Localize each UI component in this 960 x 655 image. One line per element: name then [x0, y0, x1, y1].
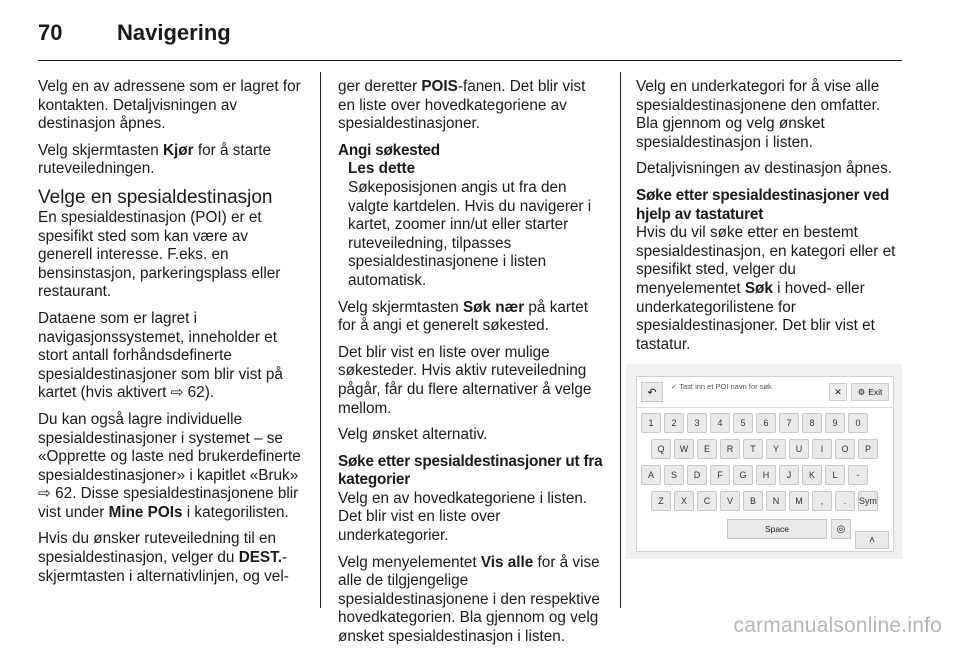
- key[interactable]: J: [779, 465, 799, 485]
- key[interactable]: L: [825, 465, 845, 485]
- key[interactable]: 8: [802, 413, 822, 433]
- paragraph: Hvis du vil søke etter en bestemt spesialdestinasjon, en kategori eller et spesifikt sted, velger du menyelementet Søk i hoved- eller underkategorilistene for spesialdestinasjoner. Det blir vist et tastatur.: [636, 224, 896, 353]
- key[interactable]: V: [720, 491, 740, 511]
- key[interactable]: ,: [812, 491, 832, 511]
- subheading: Søke etter spesialdestinasjoner ut fra kategorier: [338, 452, 603, 489]
- keyboard-top-bar: [637, 377, 893, 408]
- keyboard-row-3: [641, 465, 868, 485]
- paragraph: Velg skjermtasten Kjør for å starte ruteveiledningen.: [38, 141, 271, 178]
- key[interactable]: H: [756, 465, 776, 485]
- key[interactable]: 7: [779, 413, 799, 433]
- clear-button[interactable]: [829, 383, 847, 401]
- keyboard-screen: [636, 376, 894, 552]
- key[interactable]: 5: [733, 413, 753, 433]
- key[interactable]: W: [674, 439, 694, 459]
- back-arrow-icon: ↶: [647, 386, 657, 399]
- paragraph: Velg skjermtasten Søk nær på kartet for å angi et generelt søkested.: [338, 298, 588, 335]
- section-heading: Velge en spesialdestinasjon: [38, 186, 273, 208]
- paragraph: ger deretter POIS-fanen. Det blir vist en liste over hovedkategoriene av spesialdestinasjoner.: [338, 78, 586, 133]
- paragraph: Velg en av hovedkategoriene i listen. Det blir vist en liste over underkategorier.: [338, 489, 588, 545]
- keyboard-row-4: [651, 491, 878, 511]
- header-rule: [38, 60, 902, 61]
- key[interactable]: N: [766, 491, 786, 511]
- hide-keyboard-button[interactable]: [855, 531, 889, 549]
- key[interactable]: S: [664, 465, 684, 485]
- subheading: Angi søkested: [338, 141, 440, 159]
- back-button[interactable]: [641, 382, 663, 402]
- key[interactable]: E: [697, 439, 717, 459]
- key[interactable]: R: [720, 439, 740, 459]
- key[interactable]: P: [858, 439, 878, 459]
- paragraph: Detaljvisningen av destinasjon åpnes.: [636, 160, 892, 178]
- key[interactable]: 6: [756, 413, 776, 433]
- key[interactable]: 9: [825, 413, 845, 433]
- paragraph: Velg en av adressene som er lagret for kontakten. Detaljvisningen av destinasjon åpnes.: [38, 78, 301, 133]
- key[interactable]: U: [789, 439, 809, 459]
- key[interactable]: 2: [664, 413, 684, 433]
- globe-icon[interactable]: ◎: [831, 519, 851, 539]
- note-text: Søkeposisjonen angis ut fra den valgte kartdelen. Hvis du navigerer i kartet, zoomer inn/ut eller starter ruteveiledning, tilpasses spesialdestinasjonene i listen automatisk.: [348, 178, 592, 289]
- key[interactable]: -: [848, 465, 868, 485]
- exit-button[interactable]: ⚙ Exit: [851, 383, 889, 401]
- keyboard-row-2: [651, 439, 878, 459]
- keyboard-screenshot: [626, 364, 902, 559]
- key[interactable]: M: [789, 491, 809, 511]
- column-3: [636, 78, 904, 362]
- key[interactable]: K: [802, 465, 822, 485]
- column-1: [38, 78, 306, 594]
- column-divider-2: [620, 72, 621, 608]
- key[interactable]: Q: [651, 439, 671, 459]
- key[interactable]: G: [733, 465, 753, 485]
- key[interactable]: .: [835, 491, 855, 511]
- key[interactable]: A: [641, 465, 661, 485]
- key[interactable]: Sym: [858, 491, 878, 511]
- key[interactable]: B: [743, 491, 763, 511]
- key[interactable]: 4: [710, 413, 730, 433]
- key[interactable]: F: [710, 465, 730, 485]
- note-box: [348, 160, 604, 290]
- paragraph: Dataene som er lagret i navigasjonssystemet, inneholder et stort antall forhåndsdefinerte spesialdestinasjoner som blir vist på kartet (hvis aktivert ⇨ 62).: [38, 309, 283, 402]
- subheading: Søke etter spesialdestinasjoner ved hjelp av tastaturet: [636, 186, 890, 223]
- page-number: 70: [38, 20, 63, 45]
- paragraph: En spesialdestinasjon (POI) er et spesifikt sted som kan være av generell interesse. F.eks. en bensinstasjon, parkeringsplass eller restaurant.: [38, 208, 281, 301]
- page-title: Navigering: [117, 20, 231, 45]
- key[interactable]: 1: [641, 413, 661, 433]
- key[interactable]: 0: [848, 413, 868, 433]
- key[interactable]: T: [743, 439, 763, 459]
- keyboard-row-1: [641, 413, 868, 433]
- chevron-up-icon: ˄: [869, 534, 875, 546]
- close-icon: ✕: [834, 386, 842, 397]
- paragraph: Velg ønsket alternativ.: [338, 426, 488, 444]
- column-divider-1: [320, 72, 321, 608]
- key[interactable]: I: [812, 439, 832, 459]
- paragraph: Velg en underkategori for å vise alle spesialdestinasjonene den omfatter. Bla gjennom og velg ønsket spesialdestinasjon i listen.: [636, 78, 881, 151]
- key[interactable]: D: [687, 465, 707, 485]
- gear-icon: ⚙: [857, 386, 866, 397]
- key[interactable]: O: [835, 439, 855, 459]
- key[interactable]: X: [674, 491, 694, 511]
- space-key[interactable]: Space: [727, 519, 827, 539]
- column-2: [338, 78, 604, 655]
- paragraph: Det blir vist en liste over mulige søkesteder. Hvis aktiv ruteveiledning pågår, får du flere alternativer å velge mellom.: [338, 343, 592, 417]
- paragraph: Velg menyelementet Vis alle for å vise alle de tilgjengelige spesialdestinasjonene i den respektive hovedkategorien. Bla gjennom og velg ønsket spesialdestinasjon i listen.: [338, 553, 600, 646]
- watermark: carmanualsonline.info: [733, 614, 942, 637]
- key[interactable]: 3: [687, 413, 707, 433]
- key[interactable]: C: [697, 491, 717, 511]
- paragraph: Hvis du ønsker ruteveiledning til en spesialdestinasjon, velger du DEST.-skjermtasten i alternativlinjen, og vel-: [38, 530, 289, 585]
- key[interactable]: Z: [651, 491, 671, 511]
- key[interactable]: Y: [766, 439, 786, 459]
- search-prompt[interactable]: ✓ Tast inn et POI navn for søk: [671, 382, 772, 391]
- paragraph: Du kan også lagre individuelle spesialdestinasjoner i systemet – se «Opprette og laste ned brukerdefinerte spesialdestinasjoner» i kapitlet «Bruk» ⇨ 62. Disse spesialdestinasjonene blir vist under Mine POIs i kategorilisten.: [38, 410, 301, 521]
- note-title: Les dette: [348, 160, 416, 178]
